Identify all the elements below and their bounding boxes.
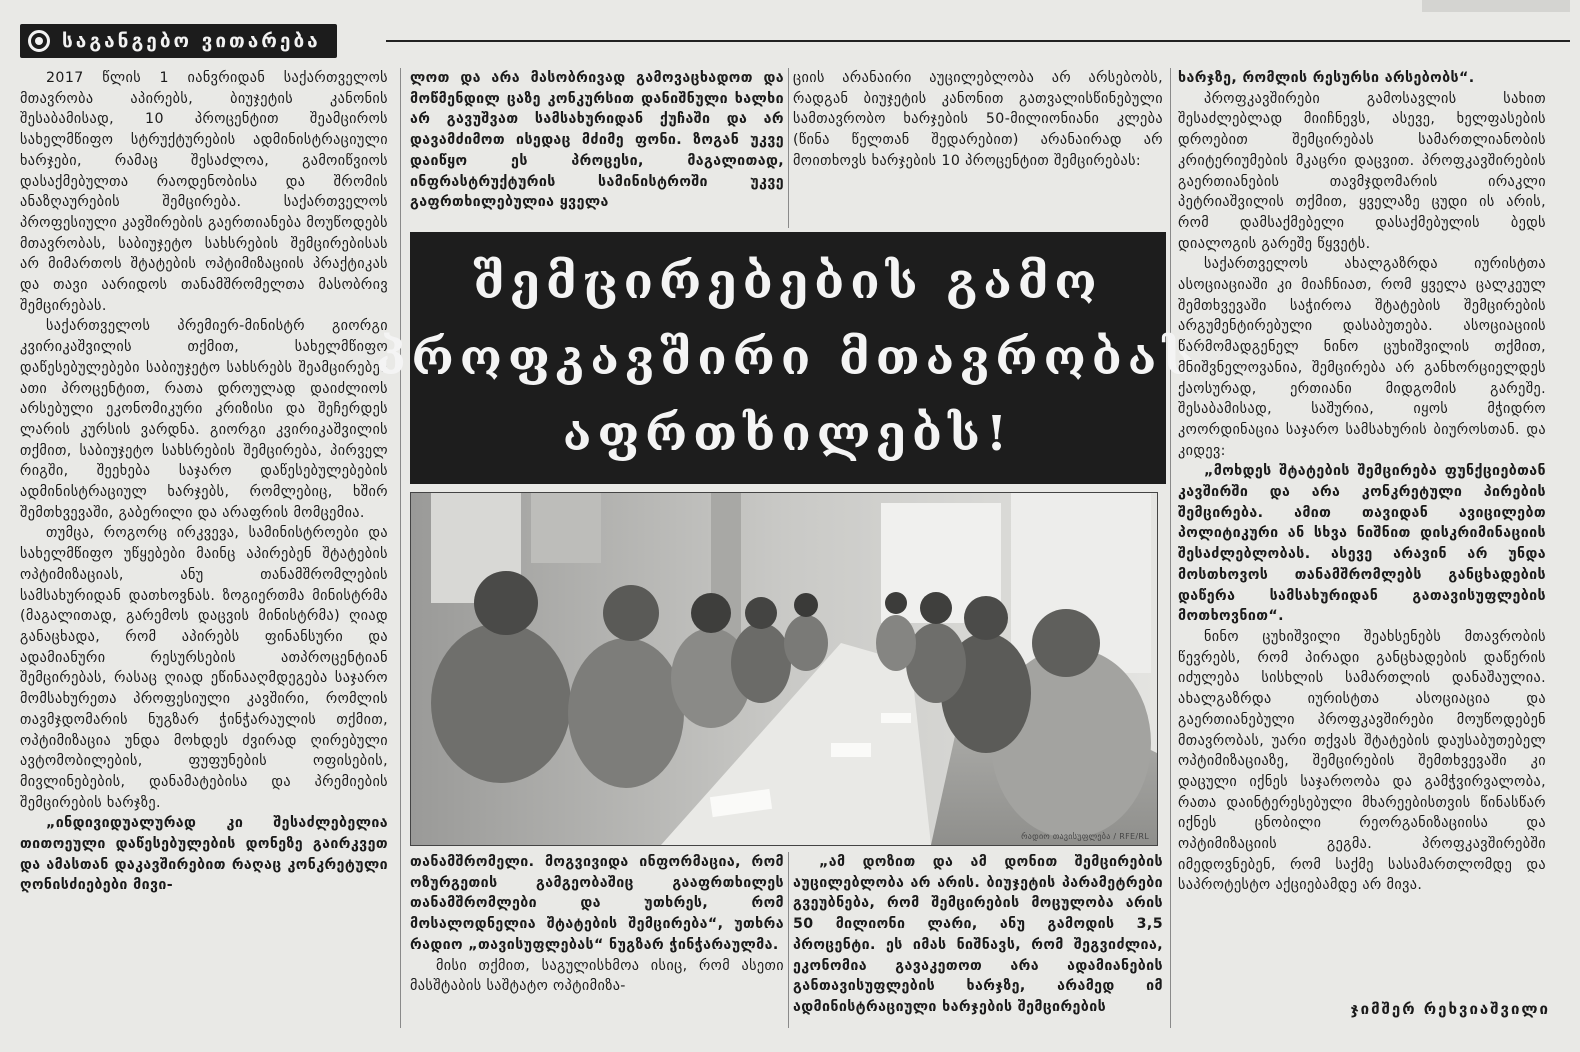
meeting-photo: [410, 492, 1158, 846]
quote-paragraph: „მოხდეს შტატების შემცირება ფუნქციებთან კავშირში და არა კონკრეტული პირების შემცირება. ამით თავიდან ავიცილებთ პოლიტიკური ან სხვა ნიშნით დისკრიმინაციის შესაძლებლობას. ასევე არავინ არ უნდა მოსთხოვოს თანამშრომლებს განცხადების დაწერა სამსახურიდან გათავისუფლების მოთხოვნით“.: [1178, 463, 1546, 625]
paragraph: 2017 წლის 1 იანვრიდან საქართველოს მთავრობა აპირებს, ბიუჯეტის კანონის შესაბამისად, 10 პროცენტით შეამციროს სახელმწიფო სტრუქტურების ადმინისტრაციული ხარჯები, რამაც შესაძლოა, გამოიწვიოს დასაქმებულთა რაოდენობისა და შრომის ანაზღაურების შემცირება. საქართველოს პროფესიული კავშირების გაერთიანება მოუწოდებს მთავრობას, საბიუჯეტო სახსრების შემცირებისას არ მიმართოს შტატების ოპტიმიზაციის პრაქტიკას და თავი აარიდოს თანამშრომელთა მასობრივ შემცირებას.: [20, 70, 388, 314]
paragraph: ნინო ცუხიშვილი შეახსენებს მთავრობის წევრებს, რომ პირადი განცხადების დაწერის იძულება სისხლის სამართლის დანაშაულია. ახალგაზრდა იურისტთა ასოციაცია და გაერთიანებული პროფკავშირები მოუწოდებენ მთავრობას, უარი თქვას შტატების დაუსაბუთებელ ოპტიმიზაციაზე, შემცირების შემთხვევაში კი დაცული იქნეს საჯაროობა და გამჭვირვალობა, რათა დაინტერესებული მხარეებისთვის წინასწარ იქნეს ცნობილი რეორგანიზაციისა და ოპტიმიზაციის გეგმა. პროფკავშირებში იმედოვნებენ, რომ საქმე სასამართლომდე და საპროტესტო აქციებამდე არ მივა.: [1178, 628, 1546, 894]
quote-paragraph: ლოთ და არა მასობრივად გამოვაცხადოთ და მოწმენდილ ცაზე კონკურსით დანიშნული ხალხი არ გავუშვათ სამსახურიდან ქუჩაში და არ დავამძიმოთ ისედაც მძიმე ფონი. ზოგან უკვე დაიწყო ეს პროცესი, მაგალითად, ინფრასტრუქტურის სამინისტროში უკვე გაფრთხილებულია ყველა: [410, 70, 784, 211]
section-header: [20, 24, 337, 58]
column-divider: [788, 68, 789, 228]
author-signature: ჯიმშერ რეხვიაშვილი: [1350, 1000, 1550, 1018]
article-column-6: [793, 852, 1163, 1028]
section-bullet-icon: [28, 30, 50, 52]
headline-line: პროფკავშირი მთავრობას: [375, 330, 1201, 386]
paragraph: საქართველოს ახალგაზრდა იურისტთა ასოციაციაში კი მიაჩნიათ, რომ ყველა ცალკეულ შემთხვევაში საჭიროა შტატების შემცირების არგუმენტირებული დასაბუთება. ასოციაციის წარმომადგენელ ნინო ცუხიშვილის თქმით, მნიშვნელოვანია, შემცირება არ განხორციელდეს ქაოსურად, ერთიანი მიდგომის გარეშე. შესაბამისად, საშურია, იყოს მჭიდრო კოორდინაცია საჯარო სამსახურის ბიუროსთან. და კიდევ:: [1178, 256, 1546, 459]
headline-block: [375, 232, 1201, 484]
article-column-4: [1178, 68, 1546, 1018]
column-divider: [1170, 68, 1171, 1028]
header-rule: [386, 40, 1570, 42]
article-column-1: [20, 68, 388, 1008]
quote-paragraph: „ინდივიდუალურად კი შესაძლებელია თითოეული დაწესებულების დონეზე გაირკვეთ და ამასთან დაკავშირებით რაღაც კონკრეტული ღონისძიებები მივი-: [20, 815, 388, 894]
page-edge-mark: [1422, 0, 1570, 12]
column-divider: [400, 68, 401, 1028]
quote-paragraph: თანამშრომელი. მოგვივიდა ინფორმაცია, რომ ოზურგეთის გამგეობაშიც გააფრთხილეს თანამშრომლები და უთხრეს, რომ მოსალოდნელია შტატების შემცირება“, უთხრა რადიო „თავისუფლებას“ ნუგზარ ჭინჭარაულმა.: [410, 854, 784, 953]
article-column-2: [410, 68, 784, 228]
paragraph: საქართველოს პრემიერ-მინისტრ გიორგი კვირიკაშვილის თქმით, სახელმწიფო დაწესებულებები საბიუჯეტო სახსრებს შეამცირებენ ათი პროცენტით, რათა დროულად დაიძლიოს არსებული ეკონომიკური კრიზისი და შეჩერდეს ლარის კურსის ვარდნა. გიორგი კვირიკაშვილის თქმით, საბიუჯეტო სახსრების შემცირება, პირველ რიგში, შეეხება საჯარო დაწესებულებების ადმინისტრაციულ ხარჯებს, რომლებიც, ხშირ შემთხვევაში, გაბერილი და არაფრის მომცემია.: [20, 318, 388, 521]
quote-paragraph: ხარჯზე, რომლის რესურსი არსებობს“.: [1178, 70, 1475, 86]
article-column-3: [793, 68, 1163, 228]
quote-paragraph: „ამ დოზით და ამ დონით შემცირების აუცილებლობა არ არის. ბიუჯეტის პარამეტრები გვეუბნება, რომ შემცირების მოცულობა არის 50 მილიონი ლარი, ანუ გამოდის 3,5 პროცენტი. ეს იმას ნიშნავს, რომ შეგვიძლია, ეკონომია გავაკეთოთ არა ადამიანების განთავისუფლების ხარჯზე, არამედ იმ ადმინისტრაციული ხარჯების შემცირების: [793, 854, 1163, 1015]
headline-line: აფრთხილებს!: [562, 406, 1014, 462]
article-column-5: [410, 852, 784, 1028]
paragraph: თუმცა, როგორც ირკვევა, სამინისტროები და სახელმწიფო უწყებები მაინც აპირებენ შტატების ოპტიმიზაციას, ანუ თანამშრომლების სამსახურიდან დათხოვნას. ზოგიერთმა მინისტრმა (მაგალითად, გარემოს დაცვის მინისტრმა) ღიად განაცხადა, რომ აპირებს ფინანსური და ადამიანური რესურსების ათპროცენტიან შემცირებას, რასაც ღიად ეწინააღმდეგება საჯარო მომსახურეთა პროფესიული კავშირი, რომლის თავმჯდომარის ნუგზარ ჭინჭარაულის თქმით, ოპტიმიზაცია უნდა მოხდეს ძვირად ღირებული ავტომობილების, ფუფუნების ოფისების, მივლინებების, დანამატებისა და პრემიების შემცირების ხარჯზე.: [20, 525, 388, 811]
paragraph: ციის არანაირი აუცილებლობა არ არსებობს, რადგან ბიუჯეტის კანონით გათვალისწინებული სამთავრობო ხარჯების 50-მილიონიანი კლება (წინა წელთან შედარებით) არანაირად არ მოითხოვს ხარჯების 10 პროცენტით შემცირებას:: [793, 70, 1163, 169]
meeting-photo-illustration: [411, 493, 1157, 845]
headline-line: შემცირებების გამო: [473, 254, 1103, 310]
column-divider: [788, 852, 789, 1028]
section-title: საგანგებო ვითარება: [62, 30, 321, 52]
paragraph: მისი თქმით, საგულისხმოა ისიც, რომ ასეთი მასშტაბის საშტატო ოპტიმიზა-: [410, 957, 784, 995]
paragraph: პროფკავშირები გამოსავლის სახით შესაძლებლად მიიჩნევს, ასევე, ხელფასების დროებით შემცირებას სამართლიანობის კრიტერიუმების მკაცრი დაცვით. პროფკავშირების გაერთიანების თავმჯდომარის ირაკლი პეტრიაშვილის თქმით, ყველაზე ცუდი ის არის, რომ დამსაქმებელი დასაქმებულის ბედს დიალოგის გარეშე წყვეტს.: [1178, 90, 1546, 252]
photo-credit: რადიო თავისუფლება / RFE/RL: [1021, 832, 1149, 841]
